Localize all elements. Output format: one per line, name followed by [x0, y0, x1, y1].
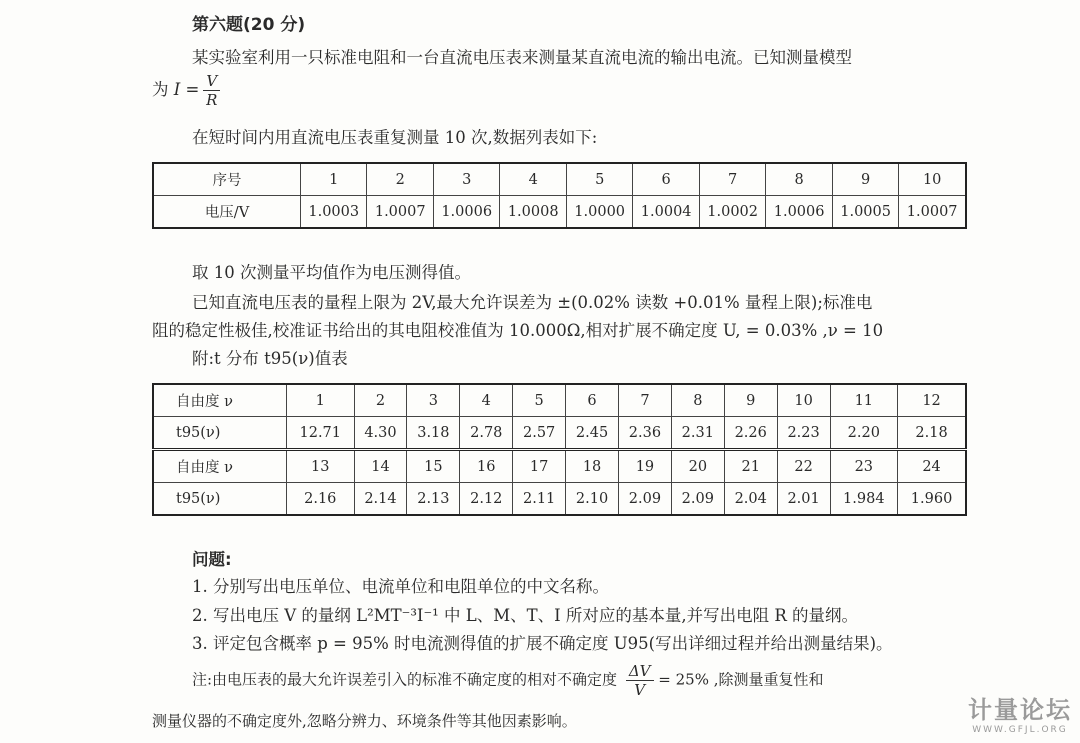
table-cell: 1.0008 — [500, 196, 566, 229]
row-label-t95: t95(ν) — [153, 483, 287, 516]
questions-heading: 问题: — [192, 550, 232, 569]
table-cell: 5 — [513, 384, 566, 417]
paragraph-3: 阻的稳定性极佳,校准证书给出的其电阻校准值为 10.000Ω,相对扩展不确定度 U, = 0.03% ,ν = 10 — [152, 321, 884, 340]
note-fraction — [626, 662, 654, 699]
table-cell: 4 — [500, 163, 566, 196]
table-cell: 15 — [407, 450, 460, 483]
table-cell: 2 — [354, 384, 407, 417]
note-line-1 — [192, 662, 824, 699]
table-cell: 2.01 — [777, 483, 830, 516]
table-cell: 9 — [724, 384, 777, 417]
table-cell: 12 — [898, 384, 966, 417]
table-cell: 23 — [830, 450, 898, 483]
note-line-2: 测量仪器的不确定度外,忽略分辨力、环境条件等其他因素影响。 — [152, 712, 577, 730]
measurement-model — [152, 72, 220, 109]
table-cell: 5 — [566, 163, 632, 196]
table-cell: 17 — [513, 450, 566, 483]
question-1: 1. 分别写出电压单位、电流单位和电阻单位的中文名称。 — [192, 577, 609, 596]
table-cell: 2.14 — [354, 483, 407, 516]
table-cell: 11 — [830, 384, 898, 417]
table-cell: 1.0007 — [899, 196, 966, 229]
table-cell: 1.0000 — [566, 196, 632, 229]
t-distribution-table — [152, 383, 967, 516]
table-cell: 7 — [699, 163, 765, 196]
table-cell: 10 — [899, 163, 966, 196]
row-label-index: 序号 — [153, 163, 301, 196]
table-cell: 8 — [671, 384, 724, 417]
table-cell: 6 — [566, 384, 619, 417]
model-prefix: 为 — [152, 80, 169, 99]
intro-line-3: 在短时间内用直流电压表重复测量 10 次,数据列表如下: — [192, 128, 598, 147]
table-cell: 1 — [287, 384, 355, 417]
table-row — [153, 384, 966, 417]
paragraph-2: 已知直流电压表的量程上限为 2V,最大允许误差为 ±(0.02% 读数 +0.01% 量程上限);标准电 — [192, 293, 873, 312]
note-text-b: = 25% ,除测量重复性和 — [658, 670, 824, 689]
model-numerator: V — [203, 72, 220, 91]
table-cell: 4.30 — [354, 417, 407, 450]
table-row — [153, 450, 966, 483]
note-denominator: V — [634, 681, 646, 699]
table-cell: 6 — [633, 163, 699, 196]
intro-line-1: 某实验室利用一只标准电阻和一台直流电压表来测量某直流电流的输出电流。已知测量模型 — [192, 48, 852, 67]
table-cell: 21 — [724, 450, 777, 483]
table-cell: 7 — [618, 384, 671, 417]
table-cell: 1.984 — [830, 483, 898, 516]
table-cell: 3.18 — [407, 417, 460, 450]
row-label-dof: 自由度 ν — [153, 384, 287, 417]
table-cell: 1.0007 — [367, 196, 433, 229]
table-cell: 20 — [671, 450, 724, 483]
table-cell: 2.18 — [898, 417, 966, 450]
table-cell: 2.57 — [513, 417, 566, 450]
table-cell: 12.71 — [287, 417, 355, 450]
table-cell: 2.45 — [566, 417, 619, 450]
table-cell: 2.16 — [287, 483, 355, 516]
table-cell: 2.31 — [671, 417, 724, 450]
voltage-data-table — [152, 162, 967, 229]
table-row — [153, 483, 966, 516]
table-cell: 2.10 — [566, 483, 619, 516]
watermark-url: WWW.GFJL.ORG — [972, 725, 1068, 735]
table-cell: 16 — [460, 450, 513, 483]
paragraph-1: 取 10 次测量平均值作为电压测得值。 — [192, 263, 471, 282]
table-cell: 9 — [832, 163, 898, 196]
row-label-t95: t95(ν) — [153, 417, 287, 450]
table-cell: 14 — [354, 450, 407, 483]
table-row — [153, 163, 966, 196]
table-cell: 13 — [287, 450, 355, 483]
model-denominator: R — [206, 91, 218, 109]
table-row — [153, 196, 966, 229]
table-cell: 2.09 — [671, 483, 724, 516]
table-cell: 19 — [618, 450, 671, 483]
table-cell: 1.0005 — [832, 196, 898, 229]
table-cell: 2.78 — [460, 417, 513, 450]
table-cell: 1 — [301, 163, 367, 196]
table-cell: 1.0002 — [699, 196, 765, 229]
question-2: 2. 写出电压 V 的量纲 L²MT⁻³I⁻¹ 中 L、M、T、I 所对应的基本量,并写出电阻 R 的量纲。 — [192, 606, 859, 625]
table-cell: 1.0004 — [633, 196, 699, 229]
table-cell: 1.960 — [898, 483, 966, 516]
table-row — [153, 417, 966, 450]
table-cell: 2.04 — [724, 483, 777, 516]
table-cell: 3 — [433, 163, 499, 196]
table-cell: 2 — [367, 163, 433, 196]
note-text-a: 注:由电压表的最大允许误差引入的标准不确定度的相对不确定度 — [192, 670, 618, 689]
table-cell: 2.13 — [407, 483, 460, 516]
table-cell: 2.12 — [460, 483, 513, 516]
watermark-text: 计量论坛 — [968, 696, 1072, 724]
table-cell: 4 — [460, 384, 513, 417]
paragraph-4: 附:t 分布 t95(ν)值表 — [192, 349, 348, 368]
question-title: 第六题(20 分) — [192, 15, 306, 35]
table-cell: 2.20 — [830, 417, 898, 450]
table-cell: 8 — [766, 163, 832, 196]
table-cell: 10 — [777, 384, 830, 417]
table-cell: 18 — [566, 450, 619, 483]
table-cell: 22 — [777, 450, 830, 483]
question-3: 3. 评定包含概率 p = 95% 时电流测得值的扩展不确定度 U95(写出详细过程并给出测量结果)。 — [192, 634, 893, 653]
table-cell: 2.09 — [618, 483, 671, 516]
row-label-dof: 自由度 ν — [153, 450, 287, 483]
table-cell: 2.26 — [724, 417, 777, 450]
note-numerator: ΔV — [626, 662, 654, 681]
table-cell: 2.36 — [618, 417, 671, 450]
model-lhs: I = — [173, 80, 200, 99]
table-cell: 3 — [407, 384, 460, 417]
table-cell: 1.0006 — [433, 196, 499, 229]
table-cell: 2.11 — [513, 483, 566, 516]
table-cell: 24 — [898, 450, 966, 483]
row-label-voltage: 电压/V — [153, 196, 301, 229]
table-cell: 1.0006 — [766, 196, 832, 229]
table-cell: 1.0003 — [301, 196, 367, 229]
table-cell: 2.23 — [777, 417, 830, 450]
model-fraction — [203, 72, 220, 109]
watermark — [968, 690, 1072, 735]
